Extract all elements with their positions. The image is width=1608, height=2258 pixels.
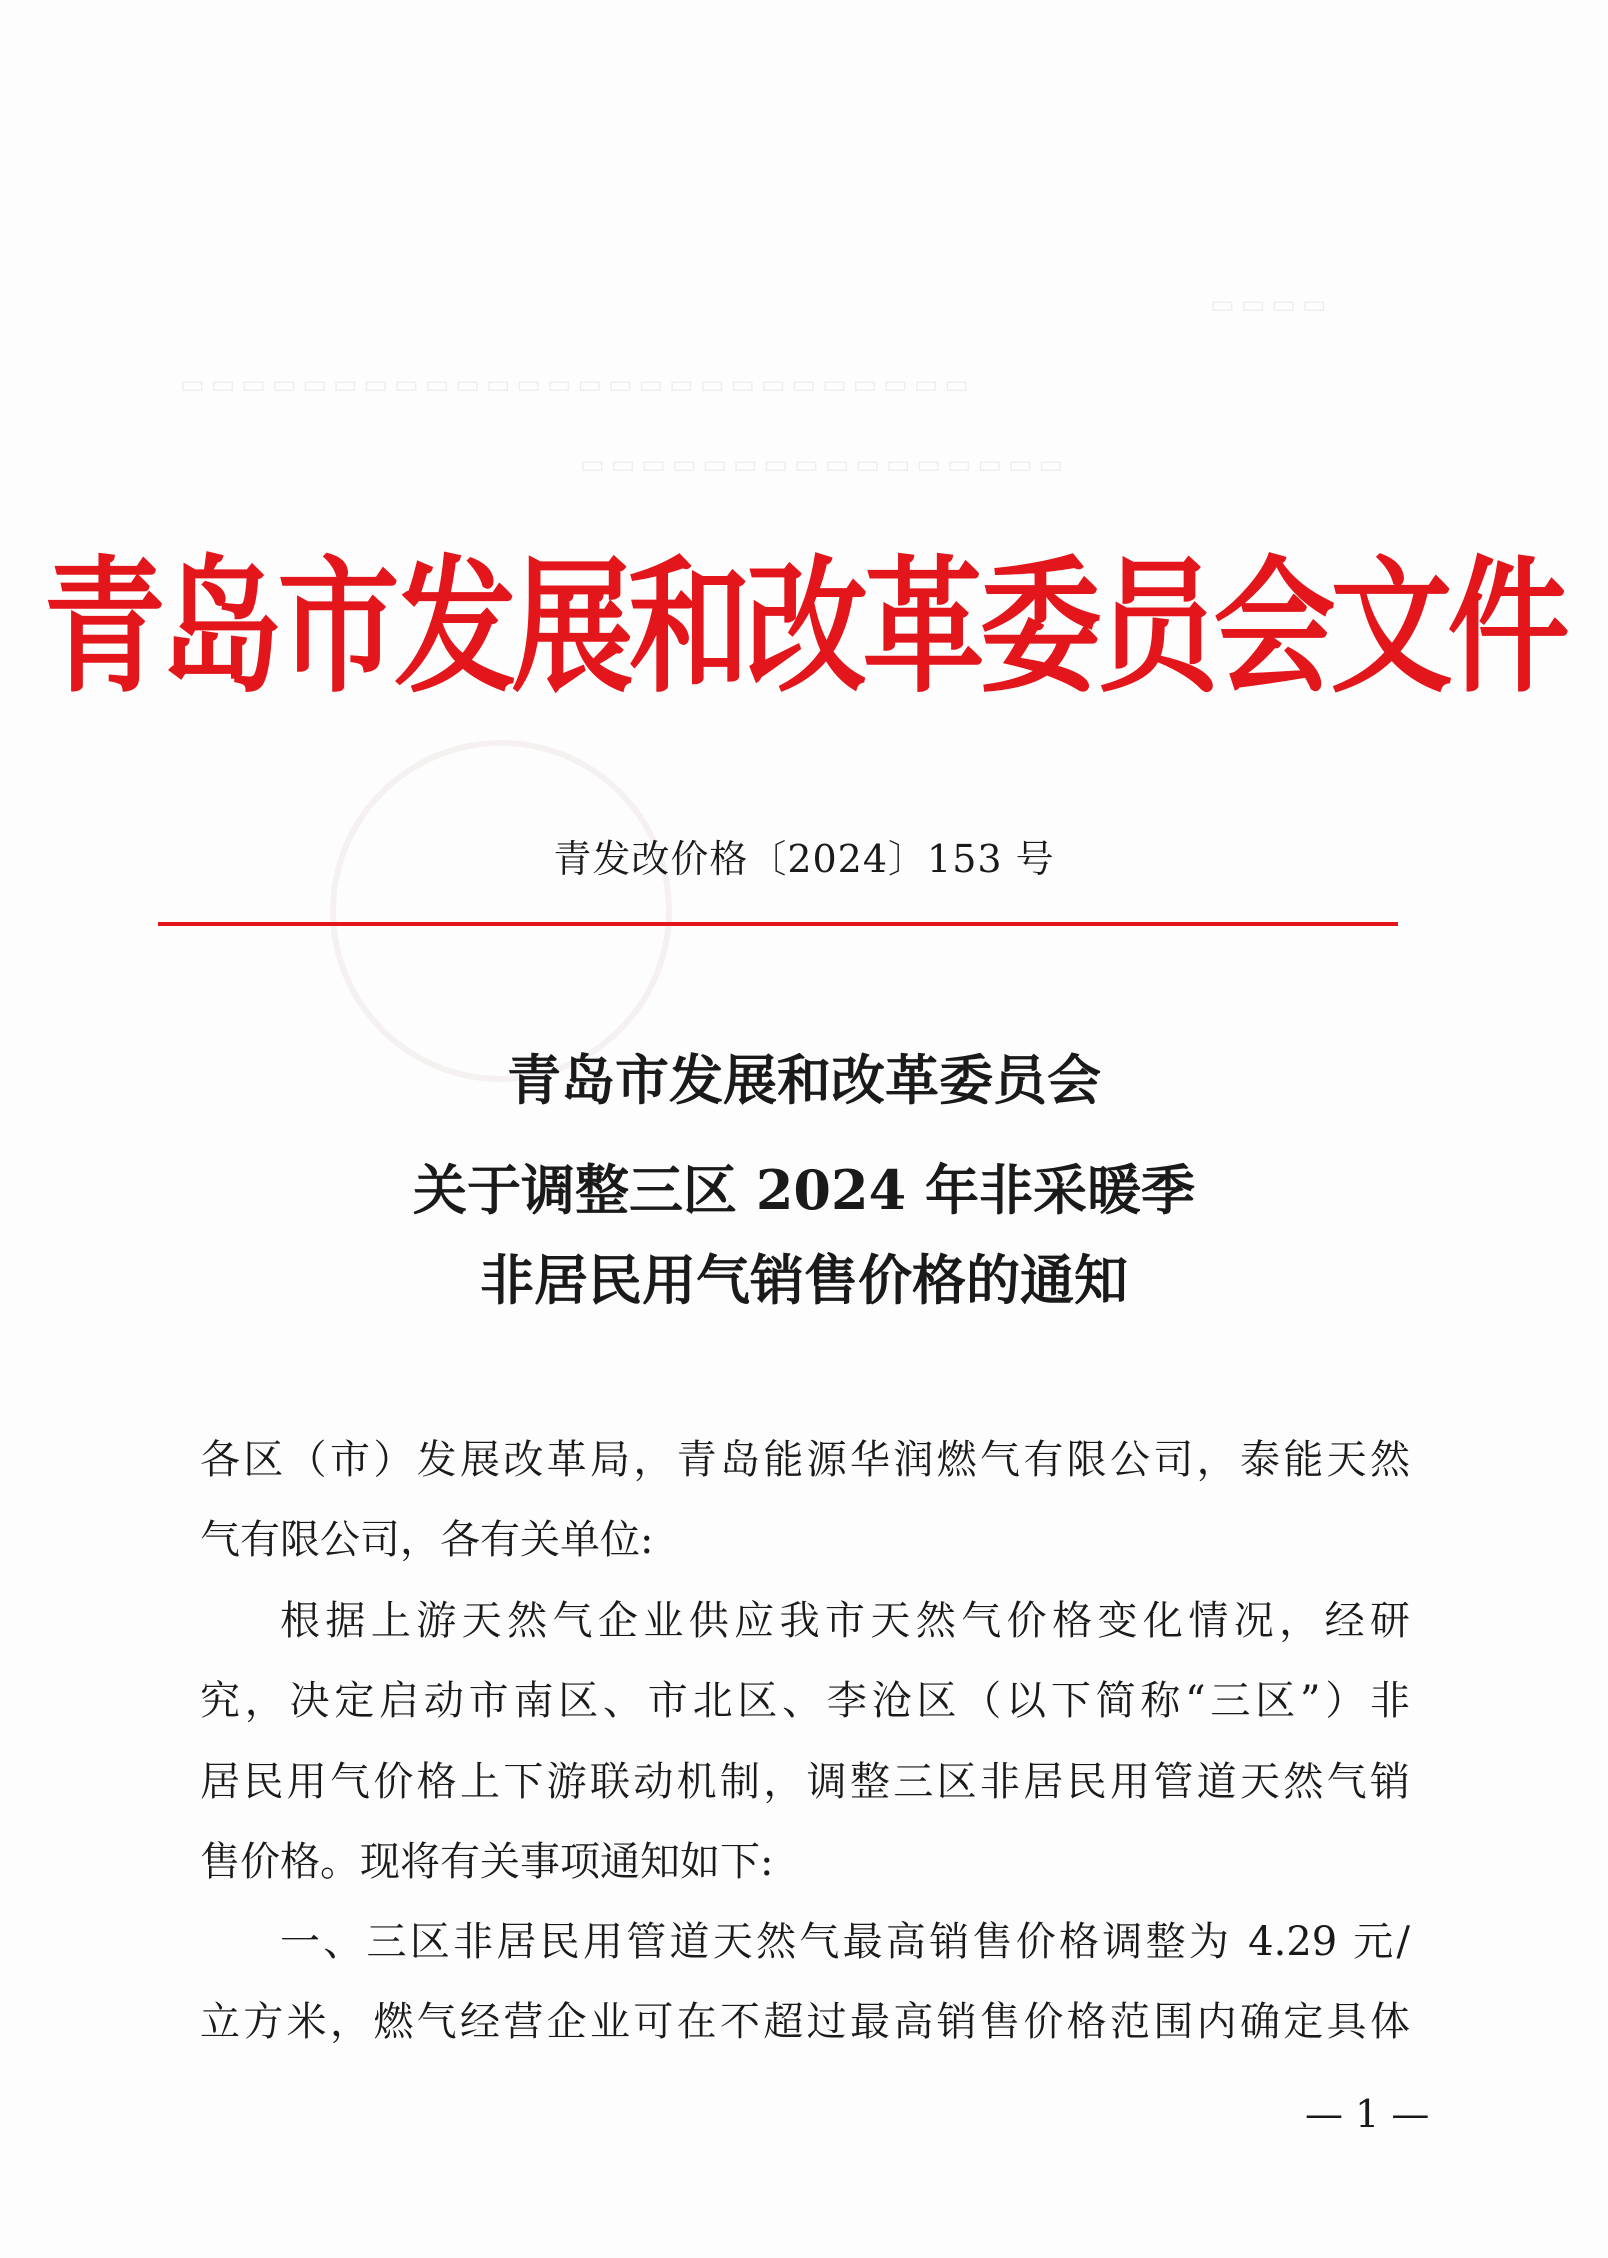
bleed-through-mark: ▭▭▭▭▭▭▭▭▭▭▭▭▭▭▭▭▭▭▭▭▭▭▭▭▭▭ bbox=[180, 370, 975, 400]
body-line: 根据上游天然气企业供应我市天然气价格变化情况，经研 bbox=[280, 1598, 1410, 1644]
seal-bleed-through bbox=[330, 740, 672, 1082]
page-number: — 1 — bbox=[1305, 2092, 1430, 2136]
red-separator-line bbox=[158, 922, 1398, 926]
body-line: 一、三区非居民用管道天然气最高销售价格调整为 4.29 元/ bbox=[280, 1919, 1410, 1965]
notice-title-line-2: 关于调整三区 2024 年非采暖季 bbox=[413, 1158, 1195, 1222]
document-number: 青发改价格〔2024〕153 号 bbox=[553, 837, 1055, 881]
agency-header-title: 青岛市发展和改革委员会文件 bbox=[43, 542, 1565, 713]
notice-title-line-3: 非居民用气销售价格的通知 bbox=[480, 1248, 1128, 1312]
notice-title-line-1: 青岛市发展和改革委员会 bbox=[507, 1048, 1101, 1112]
body-line: 各区（市）发展改革局，青岛能源华润燃气有限公司，泰能天然 bbox=[200, 1437, 1410, 1483]
body-line: 立方米，燃气经营企业可在不超过最高销售价格范围内确定具体 bbox=[200, 1999, 1410, 2045]
body-line: 究，决定启动市南区、市北区、李沧区（以下简称“三区”）非 bbox=[200, 1678, 1410, 1724]
body-line: 售价格。现将有关事项通知如下: bbox=[200, 1839, 774, 1885]
body-line: 气有限公司，各有关单位: bbox=[200, 1517, 654, 1563]
bleed-through-mark: ▭▭▭▭▭▭▭▭▭▭▭▭▭▭▭▭ bbox=[580, 450, 1070, 480]
body-line: 居民用气价格上下游联动机制，调整三区非居民用管道天然气销 bbox=[200, 1759, 1410, 1805]
bleed-through-mark: ▭▭▭▭ bbox=[1210, 290, 1333, 320]
